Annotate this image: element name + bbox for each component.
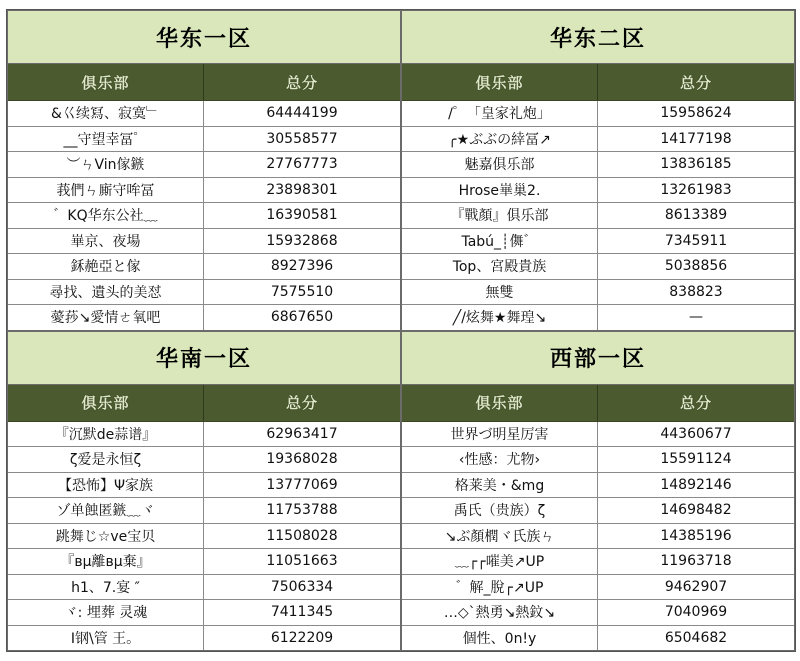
- table-body: [402, 101, 794, 330]
- table-row: [402, 600, 794, 626]
- region-panel: [7, 10, 401, 331]
- club-name-cell: 莪們ㄣ廝守哞冨: [8, 178, 204, 203]
- table-row: [8, 152, 400, 178]
- club-name-cell: ζ爱是永恒ζ: [8, 447, 204, 472]
- club-name-cell: 跳舞じ☆ve宝贝: [8, 524, 204, 549]
- score-cell: 13261983: [660, 181, 732, 198]
- region-panel: [401, 331, 795, 652]
- table-row: [8, 305, 400, 330]
- club-name-cell: Tabú_┊儛゛: [402, 229, 598, 254]
- club-name-cell: Top、宮殿貴族: [402, 254, 598, 279]
- table-row: [402, 524, 794, 550]
- score-cell: 8927396: [270, 258, 334, 275]
- score-cell: 15591124: [660, 451, 732, 468]
- club-name-cell: ╭★ぶぶの緈冨↗: [402, 127, 598, 152]
- club-name-cell: 無雙: [402, 280, 598, 305]
- score-cell: 30558577: [266, 130, 338, 147]
- club-name-cell: 崋京、夜場: [8, 229, 204, 254]
- table-row: [402, 575, 794, 601]
- club-name-cell: I钢\管 王。: [8, 626, 204, 651]
- table-row: [402, 498, 794, 524]
- club-name-cell: __守望幸冨゜: [8, 127, 204, 152]
- club-name-cell: ‹性感：尤物›: [402, 447, 598, 472]
- table-row: [8, 280, 400, 306]
- club-name-cell: ﹏┌┌嗺美↗UP: [402, 549, 598, 574]
- region-title: 西部一区: [402, 332, 794, 385]
- score-cell: —: [689, 309, 703, 326]
- table-row: [8, 422, 400, 448]
- column-header-club: 俱乐部: [8, 385, 204, 421]
- table-row: [8, 575, 400, 601]
- table-row: [8, 600, 400, 626]
- club-name-cell: ╱/炫舞★舞瑝↘: [402, 305, 598, 330]
- club-name-cell: 尋找、遺头的美怼: [8, 280, 204, 305]
- table-row: [402, 101, 794, 127]
- table-row: [8, 473, 400, 499]
- score-cell: 6122209: [270, 629, 334, 646]
- table-row: [402, 152, 794, 178]
- club-name-cell: 鉌赩亞と傢: [8, 254, 204, 279]
- score-cell: 7411345: [270, 604, 334, 621]
- score-cell: 11963718: [660, 553, 732, 570]
- club-name-cell: ↘ぶ顏橍ヾ氏族ㄣ: [402, 524, 598, 549]
- score-cell: 11508028: [266, 527, 338, 544]
- score-cell: 11051663: [266, 553, 338, 570]
- table-header: [402, 385, 794, 422]
- region-panel: [7, 331, 401, 652]
- club-name-cell: ゛解_脫┌↗UP: [402, 575, 598, 600]
- table-row: [8, 524, 400, 550]
- club-name-cell: 個性、0n!y: [402, 626, 598, 651]
- club-name-cell: ヾ: 埋葬 灵魂: [8, 600, 204, 625]
- table-row: [8, 626, 400, 651]
- table-row: [8, 203, 400, 229]
- region-title: 华南一区: [8, 332, 400, 385]
- table-row: [8, 254, 400, 280]
- club-name-cell: 世界づ明星厉害: [402, 422, 598, 447]
- club-name-cell: 格莱美・&mg: [402, 473, 598, 498]
- score-cell: 7040969: [664, 604, 728, 621]
- table-header: [402, 64, 794, 101]
- score-cell: 64444199: [266, 105, 338, 122]
- table-row: [8, 178, 400, 204]
- score-cell: 6504682: [664, 629, 728, 646]
- table-row: [8, 498, 400, 524]
- column-header-score: 总分: [285, 394, 318, 412]
- score-cell: 13836185: [660, 156, 732, 173]
- table-row: [402, 473, 794, 499]
- table-row: [402, 447, 794, 473]
- club-name-cell: 『вμ離вμ棄』: [8, 549, 204, 574]
- table-row: [8, 229, 400, 255]
- table-row: [402, 254, 794, 280]
- club-name-cell: 魅嘉俱乐部: [402, 152, 598, 177]
- club-name-cell: Hrose崋巢2.: [402, 178, 598, 203]
- score-cell: 23898301: [266, 181, 338, 198]
- score-cell: 5038856: [664, 258, 728, 275]
- score-cell: 15958624: [660, 105, 732, 122]
- table-row: [402, 280, 794, 306]
- table-row: [402, 127, 794, 153]
- club-name-cell: ゛KQ华东公社﹏: [8, 203, 204, 228]
- score-cell: 14892146: [660, 476, 732, 493]
- table-row: [402, 626, 794, 651]
- score-cell: 11753788: [266, 502, 338, 519]
- score-cell: 7506334: [270, 578, 334, 595]
- score-cell: 15932868: [266, 232, 338, 249]
- score-cell: 7575510: [270, 283, 334, 300]
- score-cell: 16390581: [266, 207, 338, 224]
- table-body: [8, 101, 400, 330]
- score-cell: 6867650: [270, 309, 334, 326]
- score-cell: 62963417: [266, 425, 338, 442]
- column-header-club: 俱乐部: [402, 385, 598, 421]
- table-row: [402, 549, 794, 575]
- table-row: [402, 422, 794, 448]
- table-body: [8, 422, 400, 651]
- table-row: [402, 178, 794, 204]
- table-row: [8, 127, 400, 153]
- club-name-cell: h1、7.宴 ″: [8, 575, 204, 600]
- score-cell: 14385196: [660, 527, 732, 544]
- score-cell: 838823: [669, 283, 723, 300]
- table-row: [8, 447, 400, 473]
- column-header-score: 总分: [679, 394, 712, 412]
- region-title: 华东一区: [8, 11, 400, 64]
- rankings-grid: [6, 9, 796, 652]
- column-header-club: 俱乐部: [8, 64, 204, 100]
- club-name-cell: …◇`熱勇↘熱鈫↘: [402, 600, 598, 625]
- score-cell: 19368028: [266, 451, 338, 468]
- club-name-cell: 【恐怖】Ψ家族: [8, 473, 204, 498]
- score-cell: 7345911: [664, 232, 728, 249]
- region-panel: [401, 10, 795, 331]
- table-row: [8, 549, 400, 575]
- table-row: [8, 101, 400, 127]
- score-cell: 27767773: [266, 156, 338, 173]
- club-name-cell: ︶ㄣVin傢鏃: [8, 152, 204, 177]
- club-name-cell: 『戰顏』俱乐部: [402, 203, 598, 228]
- table-header: [8, 64, 400, 101]
- club-name-cell: &巜续冩、寂寞﹂: [8, 101, 204, 126]
- column-header-score: 总分: [285, 73, 318, 92]
- score-cell: 13777069: [266, 476, 338, 493]
- club-name-cell: 禹氏（贵族）ζ: [402, 498, 598, 523]
- region-title: 华东二区: [402, 11, 794, 64]
- club-name-cell: 薆莏↘愛情ㄜ氧吧: [8, 305, 204, 330]
- score-cell: 8613389: [664, 207, 728, 224]
- score-cell: 14698482: [660, 502, 732, 519]
- table-row: [402, 203, 794, 229]
- score-cell: 9462907: [664, 578, 728, 595]
- table-header: [8, 385, 400, 422]
- club-name-cell: 『沉默de蒜谱』: [8, 422, 204, 447]
- score-cell: 14177198: [660, 130, 732, 147]
- column-header-score: 总分: [679, 73, 712, 92]
- table-body: [402, 422, 794, 651]
- column-header-club: 俱乐部: [402, 64, 598, 100]
- table-row: [402, 229, 794, 255]
- score-cell: 44360677: [660, 425, 732, 442]
- club-name-cell: ゾ单蝕匿鏃﹏ヾ: [8, 498, 204, 523]
- table-row: [402, 305, 794, 330]
- club-name-cell: /゜「皇家礼炮」: [402, 101, 598, 126]
